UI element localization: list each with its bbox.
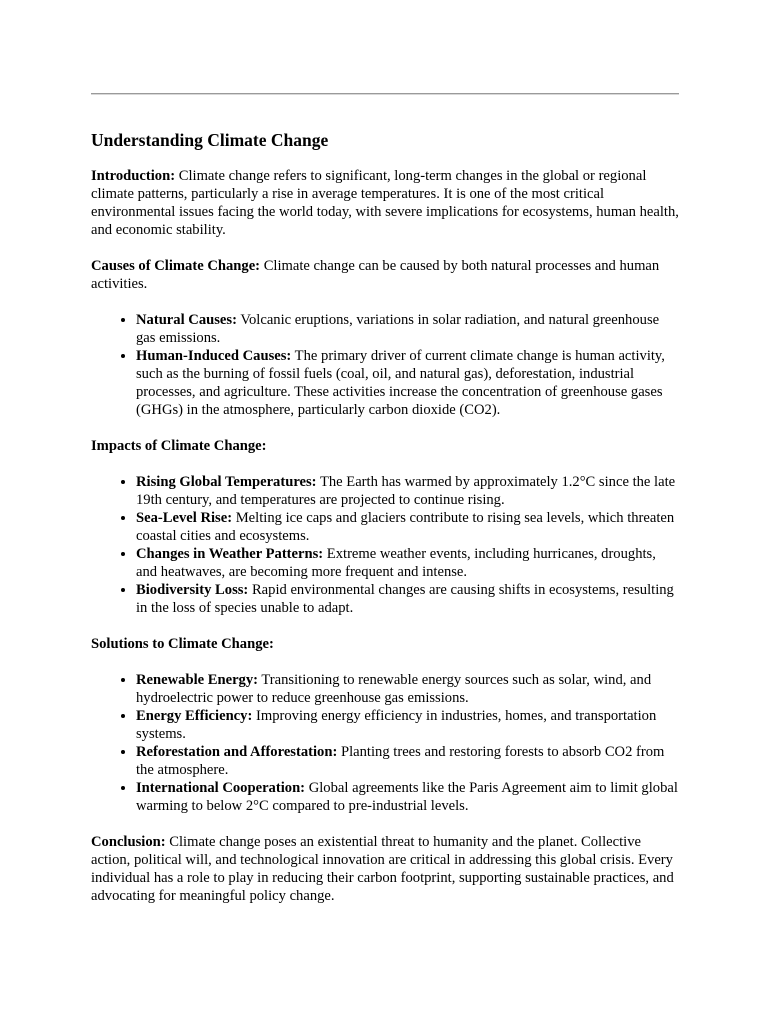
- causes-list: [91, 311, 679, 419]
- list-item-label: Biodiversity Loss:: [136, 582, 249, 598]
- list-item-text: Rapid environmental changes are causing shifts in ecosystems, resulting in the loss of species unable to adapt.: [136, 582, 674, 616]
- list-item: [136, 509, 679, 545]
- list-item: [136, 473, 679, 509]
- horizontal-rule: [91, 93, 679, 95]
- causes-text: Climate change can be caused by both natural processes and human activities.: [91, 258, 660, 292]
- list-item-label: International Cooperation:: [136, 780, 306, 796]
- list-item: [136, 581, 679, 617]
- intro-paragraph: [91, 167, 679, 239]
- list-item-text: Extreme weather events, including hurricanes, droughts, and heatwaves, are becoming more frequent and intense.: [136, 546, 656, 580]
- solutions-list: [91, 671, 679, 815]
- list-item-label: Sea-Level Rise:: [136, 510, 233, 526]
- causes-paragraph: [91, 257, 679, 293]
- document-body: [91, 167, 679, 923]
- list-item: [136, 671, 679, 707]
- conclusion-text: Climate change poses an existential threat to humanity and the planet. Collective action, political will, and technological innovation are critical in addressing this global crisis. Every individual has a role to play in reducing their carbon footprint, supporting sustainable practices, and advocating for meaningful policy change.: [91, 834, 674, 904]
- list-item: [136, 311, 679, 347]
- list-item: [136, 779, 679, 815]
- intro-label: Introduction:: [91, 168, 176, 184]
- list-item-label: Renewable Energy:: [136, 672, 259, 688]
- list-item-text: The Earth has warmed by approximately 1.2°C since the late 19th century, and temperatures are projected to continue rising.: [136, 474, 676, 508]
- list-item-label: Energy Efficiency:: [136, 708, 253, 724]
- list-item-label: Rising Global Temperatures:: [136, 474, 317, 490]
- list-item-label: Reforestation and Afforestation:: [136, 744, 338, 760]
- solutions-label: Solutions to Climate Change:: [91, 636, 274, 652]
- list-item-text: Transitioning to renewable energy sources such as solar, wind, and hydroelectric power to reduce greenhouse gas emissions.: [136, 672, 652, 706]
- list-item-label: Natural Causes:: [136, 312, 237, 328]
- causes-label: Causes of Climate Change:: [91, 258, 261, 274]
- solutions-heading: [91, 635, 679, 653]
- list-item-text: Improving energy efficiency in industries, homes, and transportation systems.: [136, 708, 657, 742]
- list-item: [136, 347, 679, 419]
- impacts-label: Impacts of Climate Change:: [91, 438, 267, 454]
- conclusion-paragraph: [91, 833, 679, 905]
- list-item-text: Planting trees and restoring forests to absorb CO2 from the atmosphere.: [136, 744, 665, 778]
- list-item-label: Changes in Weather Patterns:: [136, 546, 324, 562]
- impacts-list: [91, 473, 679, 617]
- list-item-label: Human-Induced Causes:: [136, 348, 292, 364]
- conclusion-label: Conclusion:: [91, 834, 166, 850]
- impacts-heading: [91, 437, 679, 455]
- list-item: [136, 545, 679, 581]
- list-item: [136, 743, 679, 779]
- list-item: [136, 707, 679, 743]
- list-item-text: Melting ice caps and glaciers contribute to rising sea levels, which threaten coastal cities and ecosystems.: [136, 510, 675, 544]
- list-item-text: Global agreements like the Paris Agreement aim to limit global warming to below 2°C compared to pre-industrial levels.: [136, 780, 678, 814]
- intro-text: Climate change refers to significant, long-term changes in the global or regional climate patterns, particularly a rise in average temperatures. It is one of the most critical environmental issues facing the world today, with severe implications for ecosystems, human health, and economic stability.: [91, 168, 679, 238]
- list-item-text: Volcanic eruptions, variations in solar radiation, and natural greenhouse gas emissions.: [136, 312, 660, 346]
- list-item-text: The primary driver of current climate change is human activity, such as the burning of fossil fuels (coal, oil, and natural gas), deforestation, industrial processes, and agriculture. These activities increase the concentration of greenhouse gases (GHGs) in the atmosphere, particularly carbon dioxide (CO2).: [136, 348, 665, 418]
- document-title: Understanding Climate Change: [91, 130, 329, 150]
